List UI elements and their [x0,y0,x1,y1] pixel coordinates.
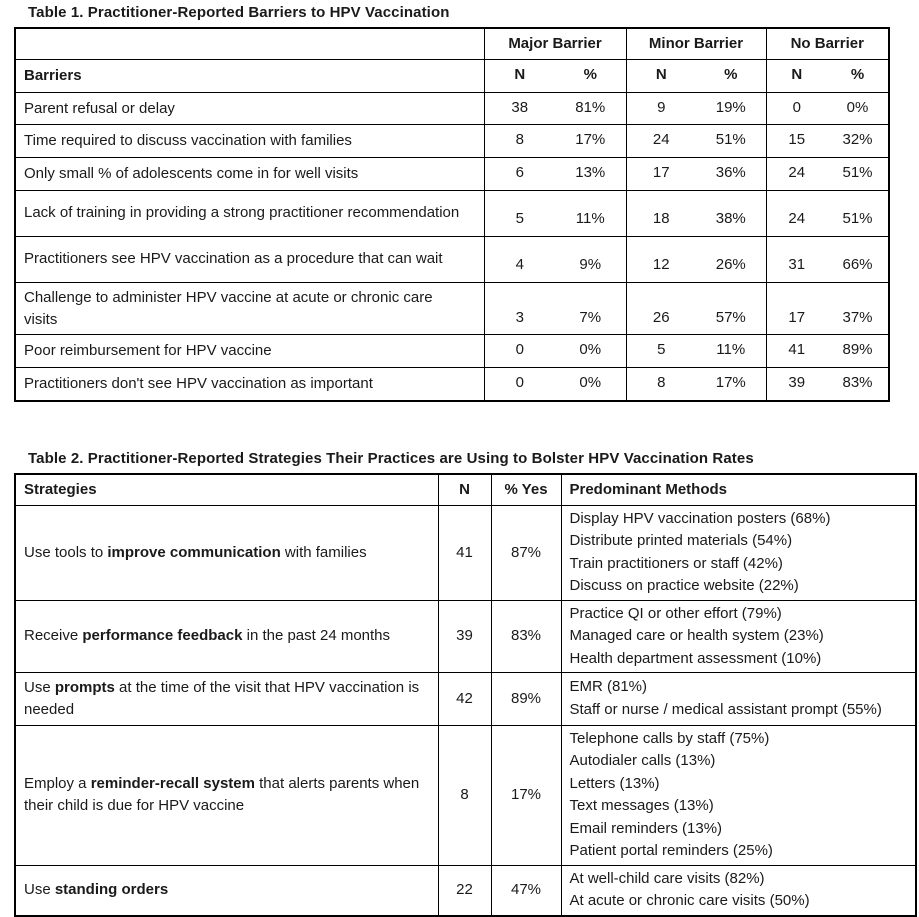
no-pct-cell: 83% [827,368,889,401]
method-line: Managed care or health system (23%) [569,627,824,644]
major-pct-cell: 0% [555,335,626,368]
no-pct-cell: 32% [827,125,889,158]
table-row [15,865,916,916]
method-line: Telephone calls by staff (75%) [569,729,770,747]
no-pct-cell: 37% [827,282,889,335]
major-pct-cell: 9% [555,236,626,282]
major-n-cell: 3 [484,282,555,335]
minor-pct-cell: 57% [696,282,766,335]
no-n-cell: 24 [766,190,827,236]
table-row [15,725,916,865]
strategies-table [14,473,917,917]
minor-n-cell: 18 [626,190,696,236]
pct-yes-cell: 89% [491,673,561,726]
table2-strategies-header: Strategies [15,474,438,505]
n-cell: 39 [438,600,491,673]
methods-cell [561,600,916,673]
strategy-text: with families [280,543,367,561]
strategy-label-cell [15,725,438,865]
table1-sub-header-row [15,59,889,92]
table1-minor-n-header: N [626,59,696,92]
major-pct-cell: 13% [555,158,626,191]
minor-n-cell: 17 [626,158,696,191]
strategy-text: Employ a [24,775,91,793]
strategy-text: Receive [24,627,83,645]
minor-pct-cell: 11% [696,335,766,368]
strategy-label-cell [15,505,438,600]
method-line: At well-child care visits (82%) [569,869,765,887]
minor-n-cell: 9 [626,92,696,125]
major-pct-cell: 0% [555,368,626,401]
minor-pct-cell: 38% [696,190,766,236]
major-pct-cell: 7% [555,282,626,335]
n-cell: 8 [438,725,491,865]
table-row [15,335,889,368]
minor-pct-cell: 36% [696,158,766,191]
major-n-cell: 6 [484,158,555,191]
strategy-text: in the past 24 months [242,627,391,645]
strategy-bold-text: standing orders [54,881,169,899]
no-n-cell: 41 [766,335,827,368]
table-row [15,92,889,125]
table-row [15,600,916,673]
barrier-label-cell: Practitioners don't see HPV vaccination as important [15,368,484,401]
table1-group-minor: Minor Barrier [626,28,766,59]
table1-group-header-row [15,28,889,59]
method-line: Text messages (13%) [569,797,714,814]
table1-body [15,92,889,401]
barrier-label-cell: Only small % of adolescents come in for well visits [15,158,484,191]
method-line: Health department assessment (10%) [569,649,822,667]
no-pct-cell: 66% [827,236,889,282]
barrier-label-cell: Poor reimbursement for HPV vaccine [15,335,484,368]
pct-yes-cell: 17% [491,725,561,865]
table1-group-major: Major Barrier [484,28,626,59]
barrier-label-cell: Time required to discuss vaccination with families [15,125,484,158]
method-line: Email reminders (13%) [569,819,723,837]
minor-n-cell: 26 [626,282,696,335]
strategy-bold-text: reminder-recall system [90,775,255,793]
table2-body [15,505,916,916]
no-n-cell: 17 [766,282,827,335]
strategy-label-cell [15,673,438,726]
minor-pct-cell: 26% [696,236,766,282]
table-row [15,368,889,401]
strategy-label-cell [15,600,438,673]
strategy-text: at the time of the visit that HPV vaccination is needed [24,679,420,718]
method-line: At acute or chronic care visits (50%) [569,892,810,909]
minor-pct-cell: 19% [696,92,766,125]
table-row [15,236,889,282]
method-line: Distribute printed materials (54%) [569,532,793,549]
barrier-label-cell: Challenge to administer HPV vaccine at acute or chronic care visits [15,282,484,335]
table-row [15,673,916,726]
method-line: Train practitioners or staff (42%) [569,554,783,572]
table2-title: Table 2. Practitioner-Reported Strategies Their Practices are Using to Bolster HPV Vaccination Rates [28,449,754,467]
table1-row-header: Barriers [15,59,484,92]
no-n-cell: 39 [766,368,827,401]
table1-no-pct-header: % [827,59,889,92]
major-pct-cell: 11% [555,190,626,236]
table-row [15,282,889,335]
method-line: Practice QI or other effort (79%) [569,604,782,622]
method-line: Staff or nurse / medical assistant prompt (55%) [569,700,882,718]
table2-header-row [15,474,916,505]
pct-yes-cell: 47% [491,865,561,916]
pct-yes-cell: 87% [491,505,561,600]
no-pct-cell: 51% [827,158,889,191]
n-cell: 42 [438,673,491,726]
methods-cell [561,673,916,726]
no-pct-cell: 89% [827,335,889,368]
table2-pctyes-header: % Yes [491,474,561,505]
table1-group-no: No Barrier [766,28,889,59]
table1-no-n-header: N [766,59,827,92]
method-line: Discuss on practice website (22%) [569,577,799,594]
methods-cell [561,725,916,865]
strategy-bold-text: improve communication [107,543,281,561]
barrier-label-cell: Practitioners see HPV vaccination as a procedure that can wait [15,236,484,282]
no-pct-cell: 51% [827,190,889,236]
major-n-cell: 5 [484,190,555,236]
strategy-text: Use [24,881,55,899]
table1-major-n-header: N [484,59,555,92]
table2-n-header: N [438,474,491,505]
table-row [15,125,889,158]
no-n-cell: 31 [766,236,827,282]
no-n-cell: 15 [766,125,827,158]
minor-pct-cell: 17% [696,368,766,401]
minor-n-cell: 12 [626,236,696,282]
strategy-bold-text: performance feedback [82,627,243,645]
table-row [15,190,889,236]
table-row [15,158,889,191]
page [0,4,919,909]
method-line: Letters (13%) [569,774,660,792]
no-pct-cell: 0% [827,92,889,125]
method-line: Autodialer calls (13%) [569,752,716,769]
major-n-cell: 0 [484,368,555,401]
n-cell: 41 [438,505,491,600]
barrier-label-cell: Lack of training in providing a strong practitioner recommendation [15,190,484,236]
table1-major-pct-header: % [555,59,626,92]
table2-methods-header: Predominant Methods [561,474,916,505]
methods-cell [561,865,916,916]
pct-yes-cell: 83% [491,600,561,673]
method-line: Patient portal reminders (25%) [569,842,773,859]
minor-n-cell: 8 [626,368,696,401]
major-n-cell: 0 [484,335,555,368]
method-line: Display HPV vaccination posters (68%) [569,509,831,527]
method-line: EMR (81%) [569,678,648,696]
no-n-cell: 0 [766,92,827,125]
table1-title: Table 1. Practitioner-Reported Barriers to HPV Vaccination [28,4,450,21]
strategy-bold-text: prompts [54,679,115,696]
table1-corner-cell [15,28,484,59]
minor-pct-cell: 51% [696,125,766,158]
barrier-label-cell: Parent refusal or delay [15,92,484,125]
minor-n-cell: 24 [626,125,696,158]
table1-minor-pct-header: % [696,59,766,92]
major-n-cell: 4 [484,236,555,282]
minor-n-cell: 5 [626,335,696,368]
strategy-label-cell [15,865,438,916]
table-row [15,505,916,600]
major-pct-cell: 17% [555,125,626,158]
strategy-text: Use [24,679,55,696]
major-pct-cell: 81% [555,92,626,125]
major-n-cell: 8 [484,125,555,158]
barriers-table [14,27,890,402]
n-cell: 22 [438,865,491,916]
no-n-cell: 24 [766,158,827,191]
strategy-text: Use tools to [24,543,108,561]
methods-cell [561,505,916,600]
major-n-cell: 38 [484,92,555,125]
strategy-text: that alerts parents when their child is due for HPV vaccine [24,775,420,814]
